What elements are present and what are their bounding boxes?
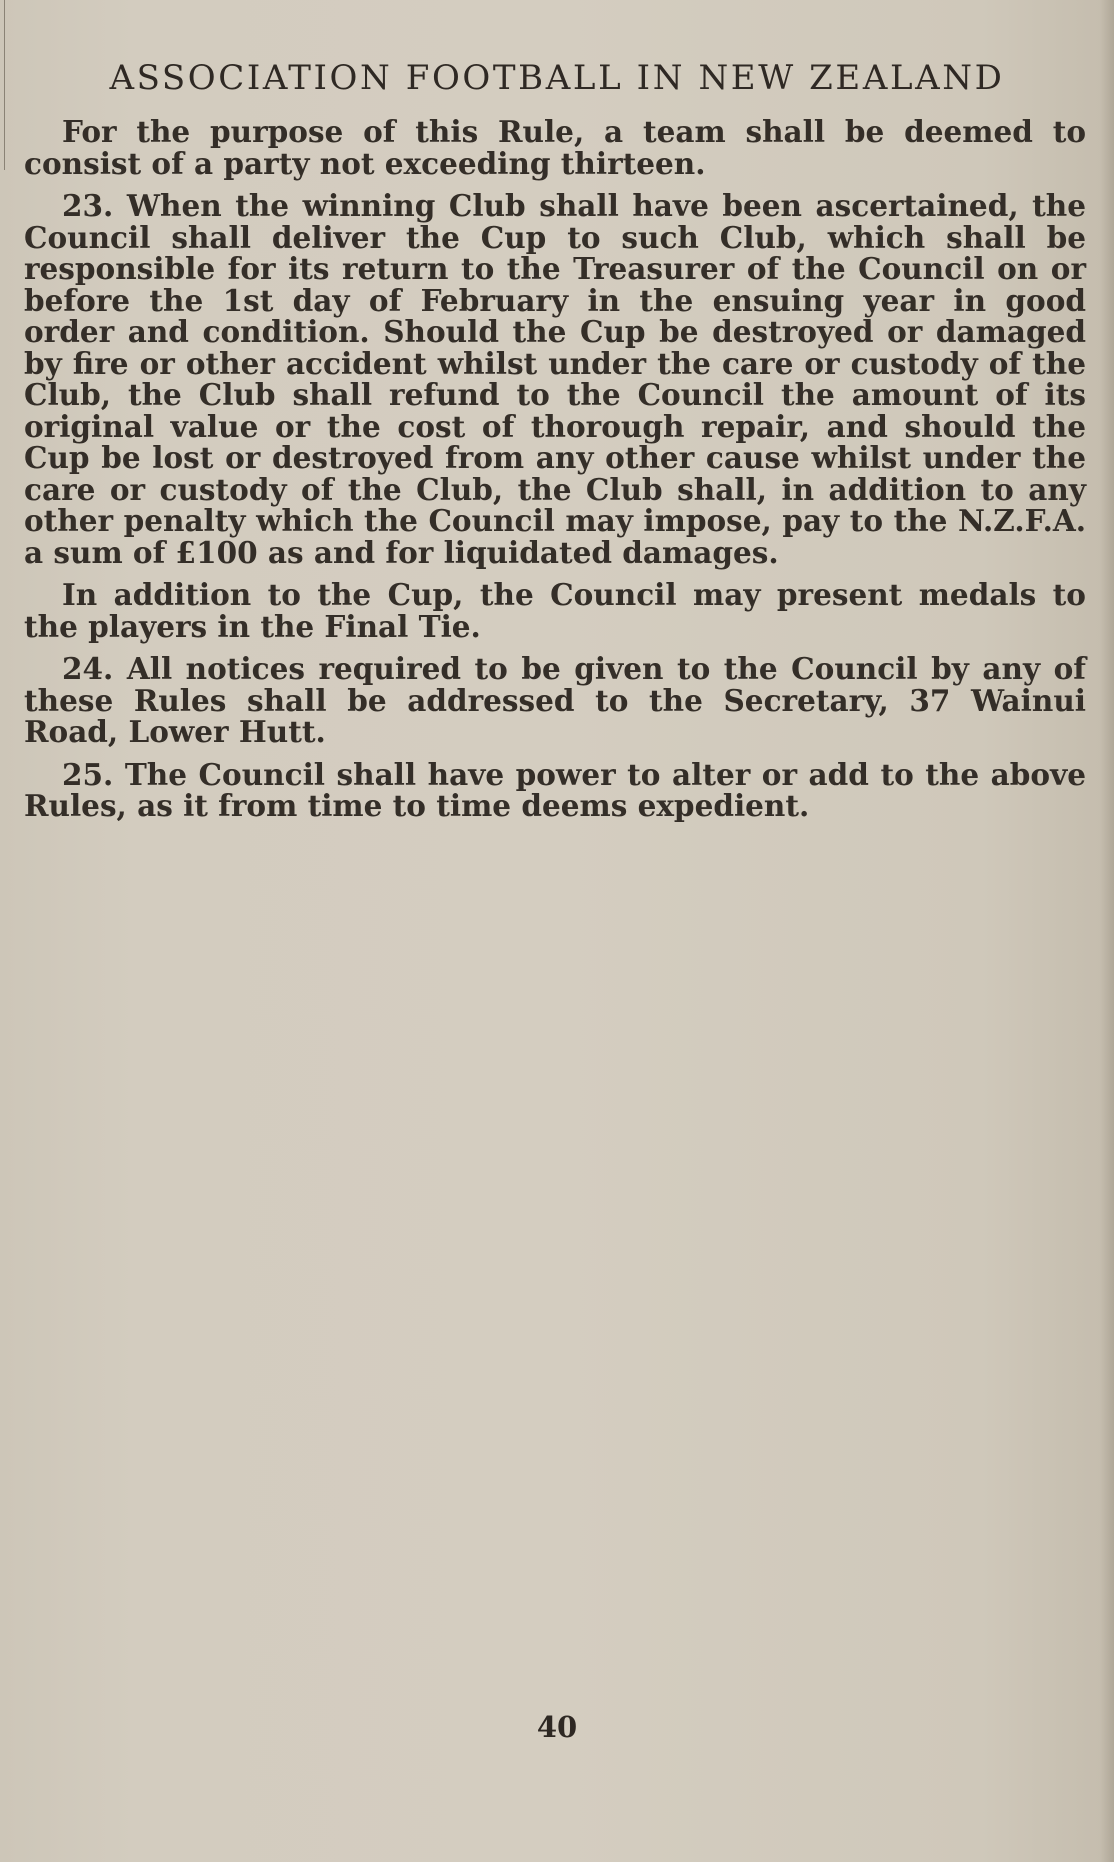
paragraph-team-definition: For the purpose of this Rule, a team shall be deemed to consist of a party not exceeding thirteen. [24, 114, 1086, 181]
rules-text [24, 116, 1086, 833]
paragraph-medals: In addition to the Cup, the Council may present medals to the players in the Final Tie. [24, 577, 1086, 644]
running-head: ASSOCIATION FOOTBALL IN NEW ZEALAND [109, 58, 1005, 98]
paragraph-rule-23: 23. When the winning Club shall have been ascertained, the Council shall deliver the Cup to such Club, which shall be responsible for its return to the Treasurer of the Council on or before the 1st day of February in the ensuing year in good order and condition. Should the Cup be destroyed or damaged by fire or other accident whilst under the care or custody of the Club, the Club shall refund to the Council the amount of its original value or the cost of thorough repair, and should the Cup be lost or destroyed from any other cause whilst under the care or custody of the Club, the Club shall, in addition to any other penalty which the Council may impose, pay to the N.Z.F.A. a sum of £100 as and for liquidated damages. [24, 188, 1086, 570]
page-number: 40 [536, 1710, 578, 1744]
paragraph-rule-24: 24. All notices required to be given to the Council by any of these Rules shall be addressed to the Secretary, 37 Wainui Road, Lower Hutt. [24, 651, 1086, 749]
paragraph-rule-25: 25. The Council shall have power to alter or add to the above Rules, as it from time to time deems expedient. [24, 756, 1086, 823]
